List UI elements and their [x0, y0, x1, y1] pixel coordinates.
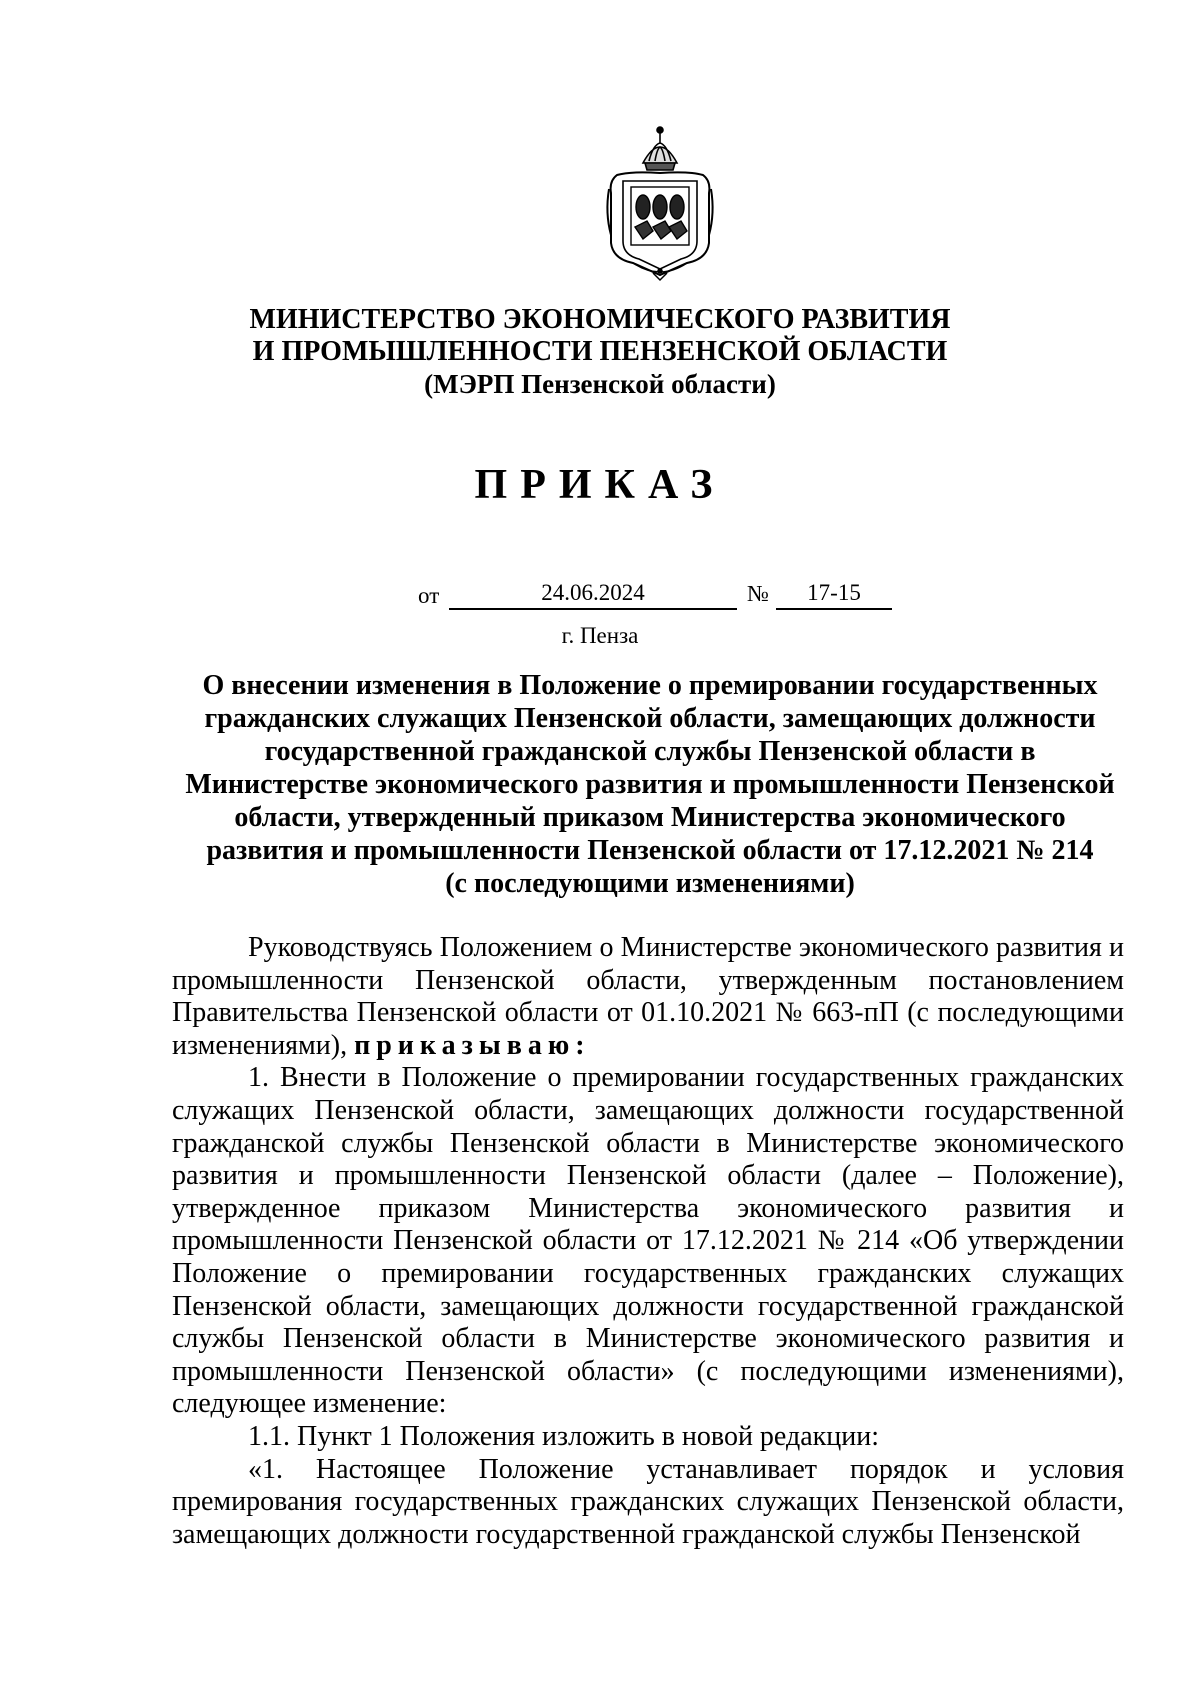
order-title-line: (с последующими изменениями): [445, 868, 855, 899]
order-body: [172, 932, 1124, 1551]
order-date: 24.06.2024: [449, 578, 737, 610]
date-prefix: от: [418, 583, 440, 608]
order-title-line: О внесении изменения в Положение о премировании государственных: [202, 670, 1098, 701]
order-directive: приказываю:: [354, 1029, 591, 1061]
order-title-line: гражданских служащих Пензенской области, замещающих должности: [204, 703, 1096, 734]
number-sign: №: [747, 581, 769, 606]
paragraph-1: 1. Внести в Положение о премировании государственных гражданских служащих Пензенской области, замещающих должности государственной гражданской службы Пензенской области в Министерстве экономического развития и промышленности Пензенской области (далее – Положение), утвержденное приказом Министерства экономического развития и промышленности Пензенской области от 17.12.2021 № 214 «Об утверждении Положение о премировании государственных гражданских служащих Пензенской области, замещающих должности государственной гражданской службы Пензенской области в Министерстве экономического развития и промышленности Пензенской области» (с последующими изменениями), следующее изменение:: [172, 1062, 1124, 1420]
order-title: [172, 669, 1128, 900]
ministry-name-line2: И ПРОМЫШЛЕННОСТИ ПЕНЗЕНСКОЙ ОБЛАСТИ: [252, 336, 948, 367]
coat-of-arms-emblem: [603, 123, 717, 283]
issue-city: г. Пенза: [561, 623, 639, 648]
preamble-paragraph: [172, 932, 1124, 1062]
ministry-name-line1: МИНИСТЕРСТВО ЭКОНОМИЧЕСКОГО РАЗВИТИЯ: [249, 304, 951, 335]
preamble-text: Руководствуясь Положением о Министерстве экономического развития и промышленности Пензенской области, утвержденным постановлением Правительства Пензенской области от 01.10.2021 № 663-пП (с последующими изменениями),: [172, 932, 1124, 1061]
paragraph-1-1: 1.1. Пункт 1 Положения изложить в новой редакции:: [248, 1420, 879, 1452]
order-title-line: области, утвержденный приказом Министерства экономического: [234, 802, 1066, 833]
ministry-short-name: (МЭРП Пензенской области): [424, 369, 776, 399]
order-title-line: развития и промышленности Пензенской области от 17.12.2021 № 214: [206, 835, 1094, 866]
paragraph-quote-1: «1. Настоящее Положение устанавливает порядок и условия премирования государственных гражданских служащих Пензенской области, замещающих должности государственной гражданской службы Пензенской: [172, 1453, 1124, 1550]
document-type-title: ПРИКАЗ: [474, 462, 726, 508]
order-number: 17-15: [776, 578, 892, 610]
order-title-line: Министерстве экономического развития и промышленности Пензенской: [185, 769, 1115, 800]
order-title-line: государственной гражданской службы Пензенской области в: [264, 736, 1036, 767]
